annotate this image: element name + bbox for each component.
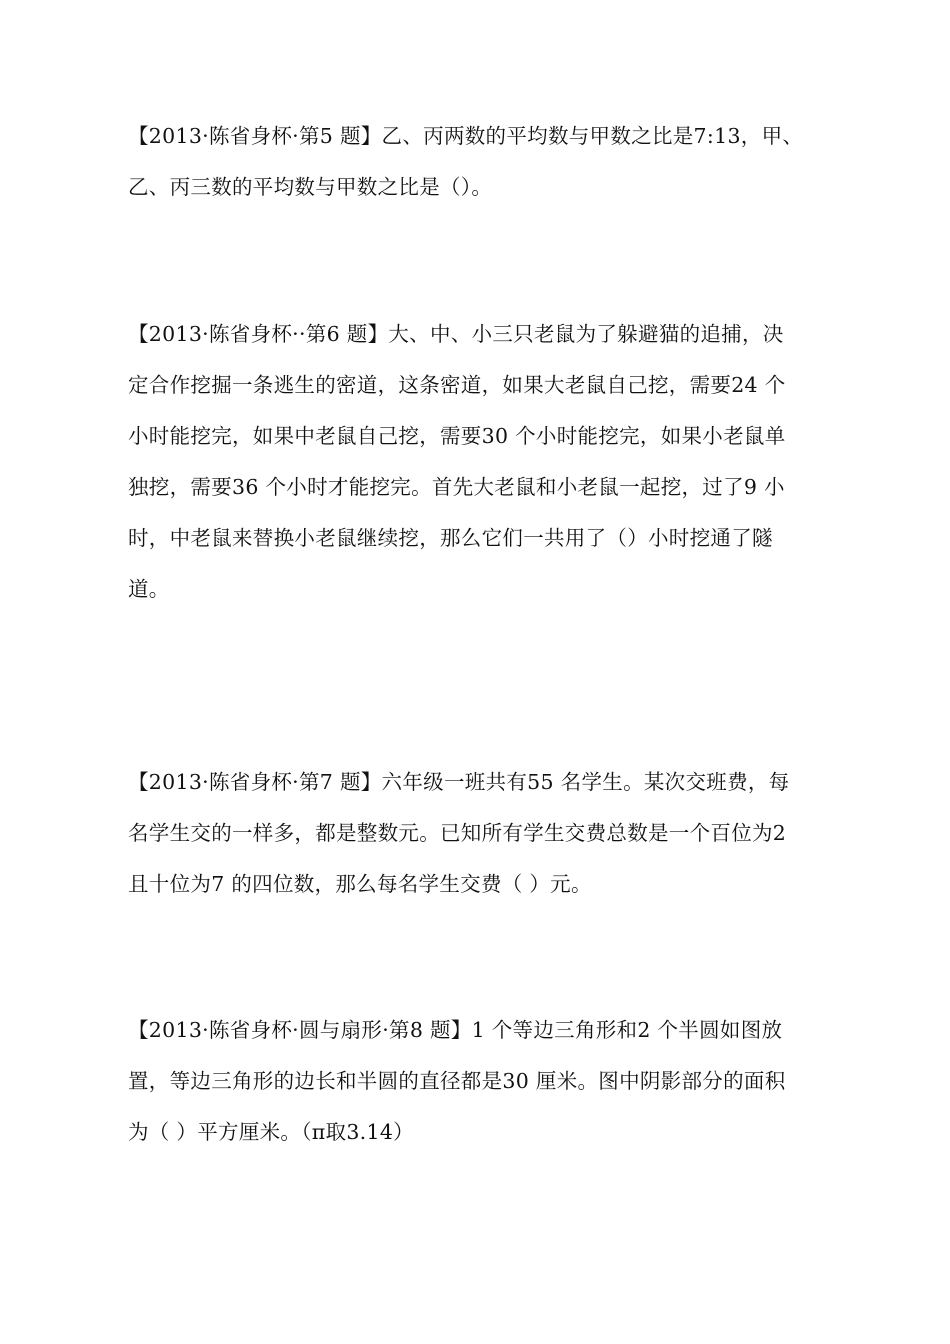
problem-8 [128, 1005, 828, 1158]
problem-line: 时，中老鼠来替换小老鼠继续挖，那么它们一共用了（）小时挖通了隧 [128, 526, 773, 550]
problem-line: 小时能挖完，如果中老鼠自己挖，需要30 个小时能挖完，如果小老鼠单 [128, 424, 786, 448]
problem-line: 名学生交的一样多，都是整数元。已知所有学生交费总数是一个百位为2 [128, 821, 787, 845]
problem-line: 独挖，需要36 个小时才能挖完。首先大老鼠和小老鼠一起挖，过了9 小 [128, 475, 785, 499]
problem-line: 道。 [128, 577, 170, 601]
problem-7 [128, 757, 828, 910]
problem-line: 【2013·陈省身杯·第7 题】六年级一班共有55 名学生。某次交班费，每 [128, 770, 790, 794]
problem-6 [128, 309, 828, 615]
problem-line: 定合作挖掘一条逃生的密道，这条密道，如果大老鼠自己挖，需要24 个 [128, 373, 786, 397]
problem-line: 【2013·陈省身杯·第5 题】乙、丙两数的平均数与甲数之比是7:13，甲、 [128, 124, 804, 148]
problem-line: 为（ ）平方厘米。（π取3.14） [128, 1120, 414, 1144]
problem-line: 且十位为7 的四位数，那么每名学生交费（ ）元。 [128, 872, 592, 896]
problem-line: 置，等边三角形的边长和半圆的直径都是30 厘米。图中阴影部分的面积 [128, 1069, 786, 1093]
problem-line: 【2013·陈省身杯·圆与扇形·第8 题】1 个等边三角形和2 个半圆如图放 [128, 1018, 783, 1042]
problem-line: 【2013·陈省身杯··第6 题】大、中、小三只老鼠为了躲避猫的追捕，决 [128, 322, 784, 346]
problem-5 [128, 111, 828, 213]
problem-line: 乙、丙三数的平均数与甲数之比是（）。 [128, 175, 493, 199]
